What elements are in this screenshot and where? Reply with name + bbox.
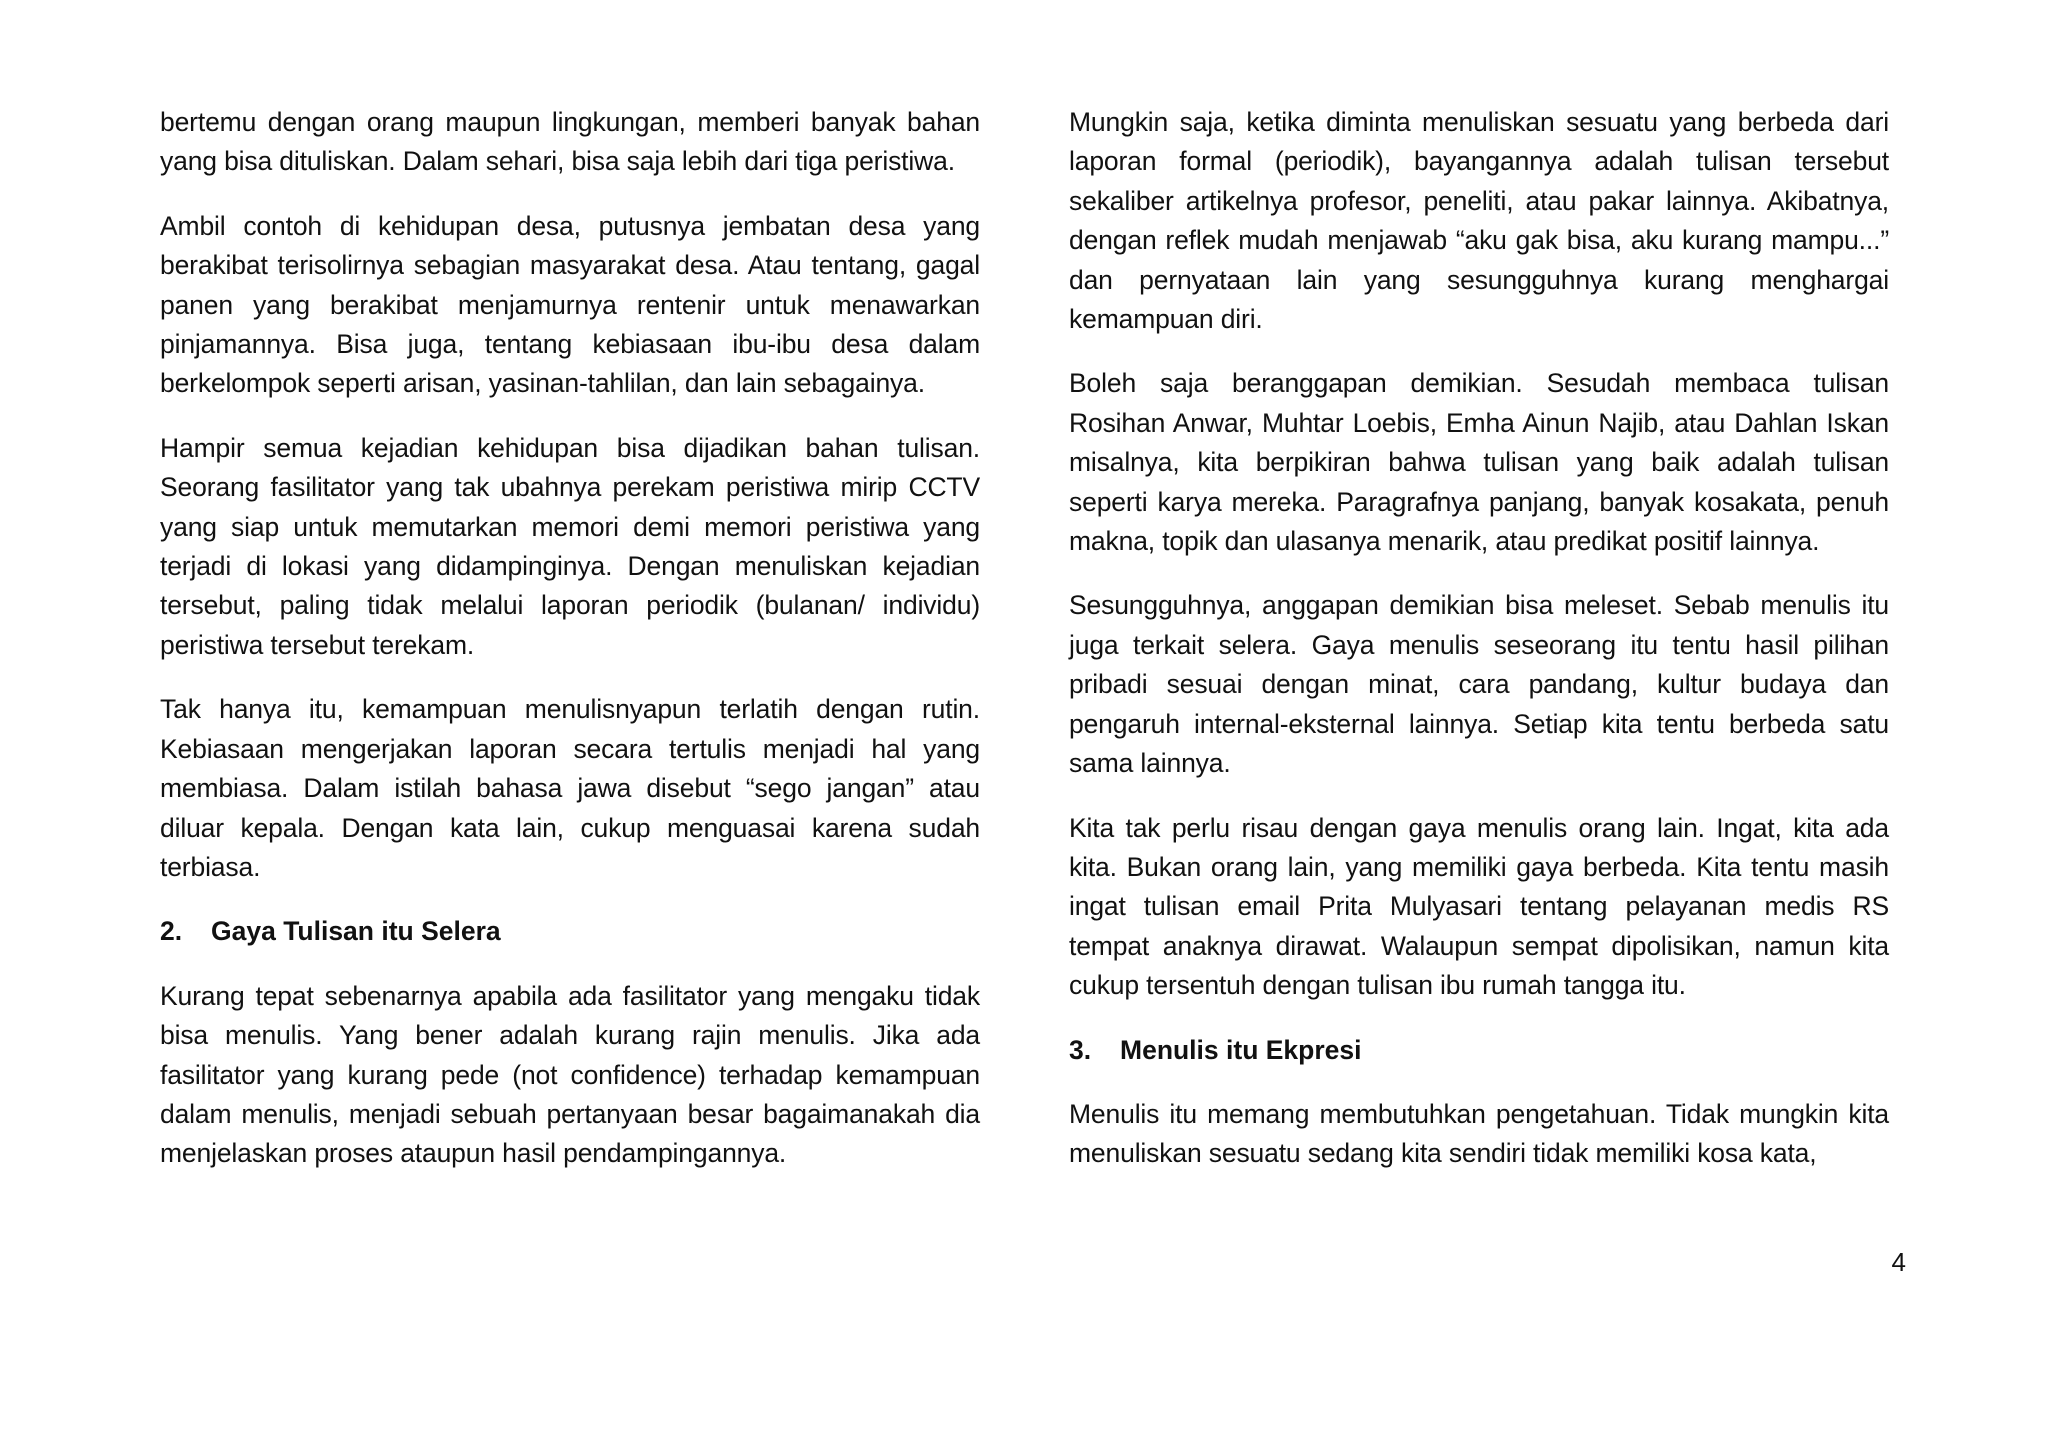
right-paragraph-5: Menulis itu memang membutuhkan pengetahuan. Tidak mungkin kita menuliskan sesuatu sedang kita sendiri tidak memiliki kosa kata, (1069, 1098, 1889, 1169)
section-heading-2-title: Gaya Tulisan itu Selera (211, 916, 501, 947)
left-paragraph-5: Kurang tepat sebenarnya apabila ada fasilitator yang mengaku tidak bisa menulis. Yang bener adalah kurang rajin menulis. Jika ada fasilitator yang kurang pede (not confidence) terhadap kemampuan dalam menulis, menjadi sebuah pertanyaan besar bagaimanakah dia menjelaskan proses ataupun hasil pendampingannya. (160, 980, 980, 1169)
right-paragraph-2: Boleh saja beranggapan demikian. Sesudah membaca tulisan Rosihan Anwar, Muhtar Loebis, Emha Ainun Najib, atau Dahlan Iskan misalnya, kita berpikiran bahwa tulisan yang baik adalah tulisan seperti karya mereka. Paragrafnya panjang, banyak kosakata, penuh makna, topik dan ulasanya menarik, atau predikat positif lainnya. (1069, 368, 1889, 557)
left-paragraph-3: Hampir semua kejadian kehidupan bisa dijadikan bahan tulisan. Seorang fasilitator yang tak ubahnya perekam peristiwa mirip CCTV yang siap untuk memutarkan memori demi memori peristiwa yang terjadi di lokasi yang didampinginya. Dengan menuliskan kejadian tersebut, paling tidak melalui laporan periodik (bulanan/ individu) peristiwa tersebut terekam. (160, 432, 980, 660)
left-column (160, 103, 980, 1199)
section-heading-2-number: 2. (160, 916, 183, 947)
section-heading-3 (1069, 1031, 1889, 1070)
right-paragraph-3: Sesungguhnya, anggapan demikian bisa meleset. Sebab menulis itu juga terkait selera. Gaya menulis seseorang itu tentu hasil pilihan pribadi sesuai dengan minat, cara pandang, kultur budaya dan pengaruh internal-eksternal lainnya. Setiap kita tentu berbeda satu sama lainnya. (1069, 590, 1889, 779)
left-paragraph-1: bertemu dengan orang maupun lingkungan, memberi banyak bahan yang bisa dituliskan. Dalam sehari, bisa saja lebih dari tiga peristiwa. (160, 107, 980, 177)
right-paragraph-1: Mungkin saja, ketika diminta menuliskan sesuatu yang berbeda dari laporan formal (periodik), bayangannya adalah tulisan tersebut sekaliber artikelnya profesor, peneliti, atau pakar lainnya. Akibatnya, dengan reflek mudah menjawab “aku gak bisa, aku kurang mampu...” dan pernyataan lain yang sesungguhnya kurang menghargai kemampuan diri. (1069, 107, 1889, 335)
section-heading-3-number: 3. (1069, 1034, 1092, 1065)
page-number: 4 (1891, 1247, 1906, 1277)
section-heading-3-title: Menulis itu Ekpresi (1120, 1034, 1362, 1065)
right-column (1069, 103, 1889, 1199)
section-heading-2 (160, 912, 980, 951)
left-paragraph-2: Ambil contoh di kehidupan desa, putusnya jembatan desa yang berakibat terisolirnya sebagian masyarakat desa. Atau tentang, gagal panen yang berakibat menjamurnya rentenir untuk menawarkan pinjamannya. Bisa juga, tentang kebiasaan ibu-ibu desa dalam berkelompok seperti arisan, yasinan-tahlilan, dan lain sebagainya. (160, 210, 980, 399)
left-paragraph-4: Tak hanya itu, kemampuan menulisnyapun terlatih dengan rutin. Kebiasaan mengerjakan laporan secara tertulis menjadi hal yang membiasa. Dalam istilah bahasa jawa disebut “sego jangan” atau diluar kepala. Dengan kata lain, cukup menguasai karena sudah terbiasa. (160, 694, 980, 882)
right-paragraph-4: Kita tak perlu risau dengan gaya menulis orang lain. Ingat, kita ada kita. Bukan orang lain, yang memiliki gaya berbeda. Kita tentu masih ingat tulisan email Prita Mulyasari tentang pelayanan medis RS tempat anaknya dirawat. Walaupun sempat dipolisikan, namun kita cukup tersentuh dengan tulisan ibu rumah tangga itu. (1069, 812, 1889, 1001)
